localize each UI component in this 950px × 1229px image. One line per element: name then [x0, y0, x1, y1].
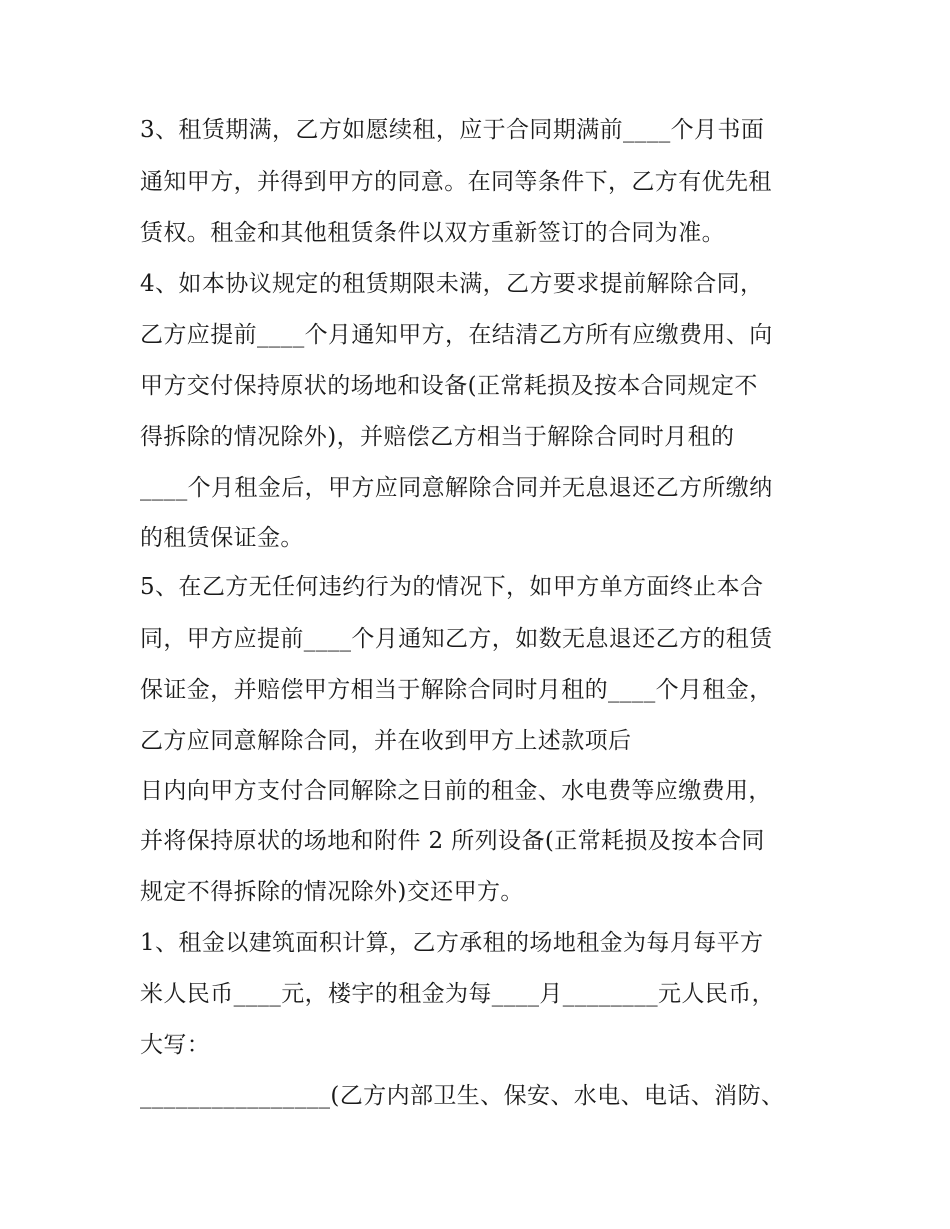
text-line-12: 保证金，并赔偿甲方相当于解除合同时月租的____个月租金，: [140, 677, 773, 703]
text-line-16: 规定不得拆除的情况除外)交还甲方。: [140, 879, 524, 905]
text-line-10: 5、在乙方无任何违约行为的情况下，如甲方单方面终止本合: [140, 574, 764, 600]
text-line-2: 通知甲方，并得到甲方的同意。在同等条件下，乙方有优先租: [140, 169, 772, 195]
text-line-19: 大写：: [140, 1032, 211, 1058]
text-line-17: 1、租金以建筑面积计算，乙方承租的场地租金为每月每平方: [140, 930, 764, 956]
text-line-18: 米人民币____元，楼宇的租金为每____月________元人民币，: [140, 981, 775, 1007]
text-line-20: ________________(乙方内部卫生、保安、水电、电话、消防、: [140, 1083, 785, 1109]
text-line-15: 并将保持原状的场地和附件 2 所列设备(正常耗损及按本合同: [140, 828, 765, 854]
text-line-11: 同，甲方应提前____个月通知乙方，如数无息退还乙方的租赁: [140, 626, 773, 652]
text-line-8: ____个月租金后，甲方应同意解除合同并无息退还乙方所缴纳: [140, 475, 773, 501]
text-line-6: 甲方交付保持原状的场地和设备(正常耗损及按本合同规定不: [140, 373, 758, 399]
text-line-14: 日内向甲方支付合同解除之日前的租金、水电费等应缴费用，: [140, 778, 772, 804]
text-line-9: 的租赁保证金。: [140, 525, 304, 551]
text-line-13: 乙方应同意解除合同，并在收到甲方上述款项后: [140, 728, 632, 754]
text-line-4: 4、如本协议规定的租赁期限未满，乙方要求提前解除合同，: [140, 271, 764, 297]
text-line-7: 得拆除的情况除外)，并赔偿乙方相当于解除合同时月租的: [140, 424, 735, 450]
text-line-3: 赁权。租金和其他租赁条件以双方重新签订的合同为准。: [140, 220, 725, 246]
text-line-5: 乙方应提前____个月通知甲方，在结清乙方所有应缴费用、向: [140, 322, 773, 348]
text-line-1: 3、租赁期满，乙方如愿续租，应于合同期满前____个月书面: [140, 117, 765, 143]
